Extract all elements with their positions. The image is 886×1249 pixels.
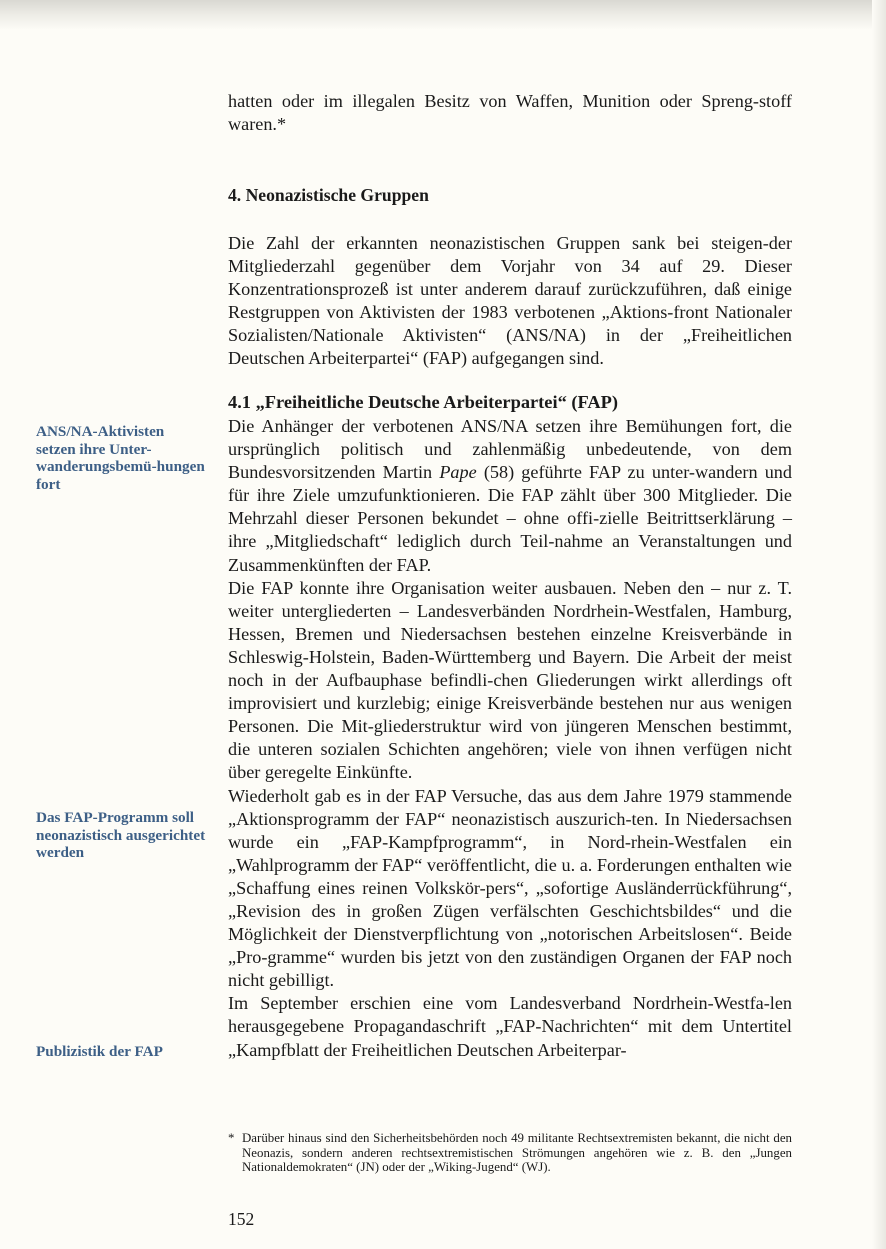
carryover-text: hatten oder im illegalen Besitz von Waffen, Munition oder Spreng-stoff waren.* [228, 91, 792, 135]
person-name: Pape [439, 462, 477, 483]
margin-note-ans-na: ANS/NA-Aktivisten setzen ihre Unter-wanderungsbemü-hungen fort [36, 423, 205, 493]
margin-note-publizistik: Publizistik der FAP [36, 1043, 163, 1060]
footnote-text: Darüber hinaus sind den Sicherheitsbehörden noch 49 militante Rechtsextremisten bekannt, die nicht den Neonazis, sondern anderen rechtsextremistischen Strömungen angehören wie z. B. den „Jungen Nationaldemokraten“ (JN) oder der „Wiking-Jugend“ (WJ). [242, 1131, 792, 1175]
footnote-marker: * [228, 1131, 235, 1145]
paragraph-1 [228, 415, 792, 577]
section-heading: 4. Neonazistische Gruppen [228, 185, 429, 205]
page-right-edge [872, 0, 886, 1249]
paragraph-1-text-b: (58) geführte FAP zu unter-wandern und für ihre Ziele umzufunktionieren. Die FAP zählt über 300 Mitglieder. Die Mehrzahl dieser Personen bekundet – ohne offi-zielle Beitrittserklärung – ihre „Mitgliedschaft“ lediglich durch Teil-nahme an Veranstaltungen und Zusammenkünften der FAP. [228, 462, 792, 575]
carryover-paragraph [228, 90, 792, 136]
section-intro-paragraph [228, 232, 792, 371]
paragraph-4: Im September erschien eine vom Landesverband Nordrhein-Westfa-len herausgegebene Propagandaschrift „FAP-Nachrichten“ mit dem Untertitel „Kampfblatt der Freiheitlichen Deutschen Arbeiterpar- [228, 993, 792, 1060]
paragraph-1-text-a: Die Anhänger der verbotenen ANS/NA setzen ihre Bemühungen fort, die ursprünglich politisch und zahlenmäßig unbedeutende, von dem Bundesvorsitzenden Martin [228, 416, 792, 483]
page-number: 152 [228, 1209, 255, 1229]
page-top-shadow [0, 0, 886, 30]
subsection-heading: 4.1 „Freiheitliche Deutsche Arbeiterpartei“ (FAP) [228, 392, 619, 412]
footnote [228, 1131, 792, 1175]
paragraph-3: Wiederholt gab es in der FAP Versuche, das aus dem Jahre 1979 stammende „Aktionsprogramm der FAP“ neonazistisch auszurich-ten. In Niedersachsen wurde ein „FAP-Kampfprogramm“, in Nord-rhein-Westfalen ein „Wahlprogramm der FAP“ veröffentlicht, die u. a. Forderungen enthalten wie „Schaffung eines reinen Volkskör-pers“, „sofortige Ausländerrückführung“, „Revision des in großen Zügen verfälschten Geschichtsbildes“ und die Möglichkeit der Dienstverpflichtung von „notorischen Arbeitslosen“. Beide „Pro-gramme“ wurden bis jetzt von den zuständigen Organen der FAP noch nicht gebilligt. [228, 785, 792, 991]
paragraph-2: Die FAP konnte ihre Organisation weiter ausbauen. Neben den – nur z. T. weiter untergliederten – Landesverbänden Nordrhein-Westfalen, Hamburg, Hessen, Bremen und Niedersachsen bestehen einzelne Kreisverbände in Schleswig-Holstein, Baden-Württemberg und Bayern. Die Arbeit der meist noch in der Aufbauphase befindli-chen Gliederungen wirkt allerdings oft improvisiert und kurzlebig; einige Kreisverbände bestehen nur aus wenigen Personen. Die Mit-gliederstruktur wird von jüngeren Menschen bestimmt, die unteren sozialen Schichten angehören; viele von ihnen verfügen nicht über geregelte Einkünfte. [228, 577, 792, 783]
section-intro-text: Die Zahl der erkannten neonazistischen Gruppen sank bei steigen-der Mitgliederzahl gegenüber dem Vorjahr von 34 auf 29. Dieser Konzentrationsprozeß ist unter anderem darauf zurückzuführen, daß einige Restgruppen von Aktivisten der 1983 verbotenen „Aktions-front Nationaler Sozialisten/Nationale Aktivisten“ (ANS/NA) in der „Freiheitlichen Deutschen Arbeiterpartei“ (FAP) aufgegangen sind. [228, 233, 792, 369]
margin-note-fap-programm: Das FAP-Programm soll neonazistisch ausgerichtet werden [36, 809, 206, 861]
body-text [228, 415, 792, 1062]
